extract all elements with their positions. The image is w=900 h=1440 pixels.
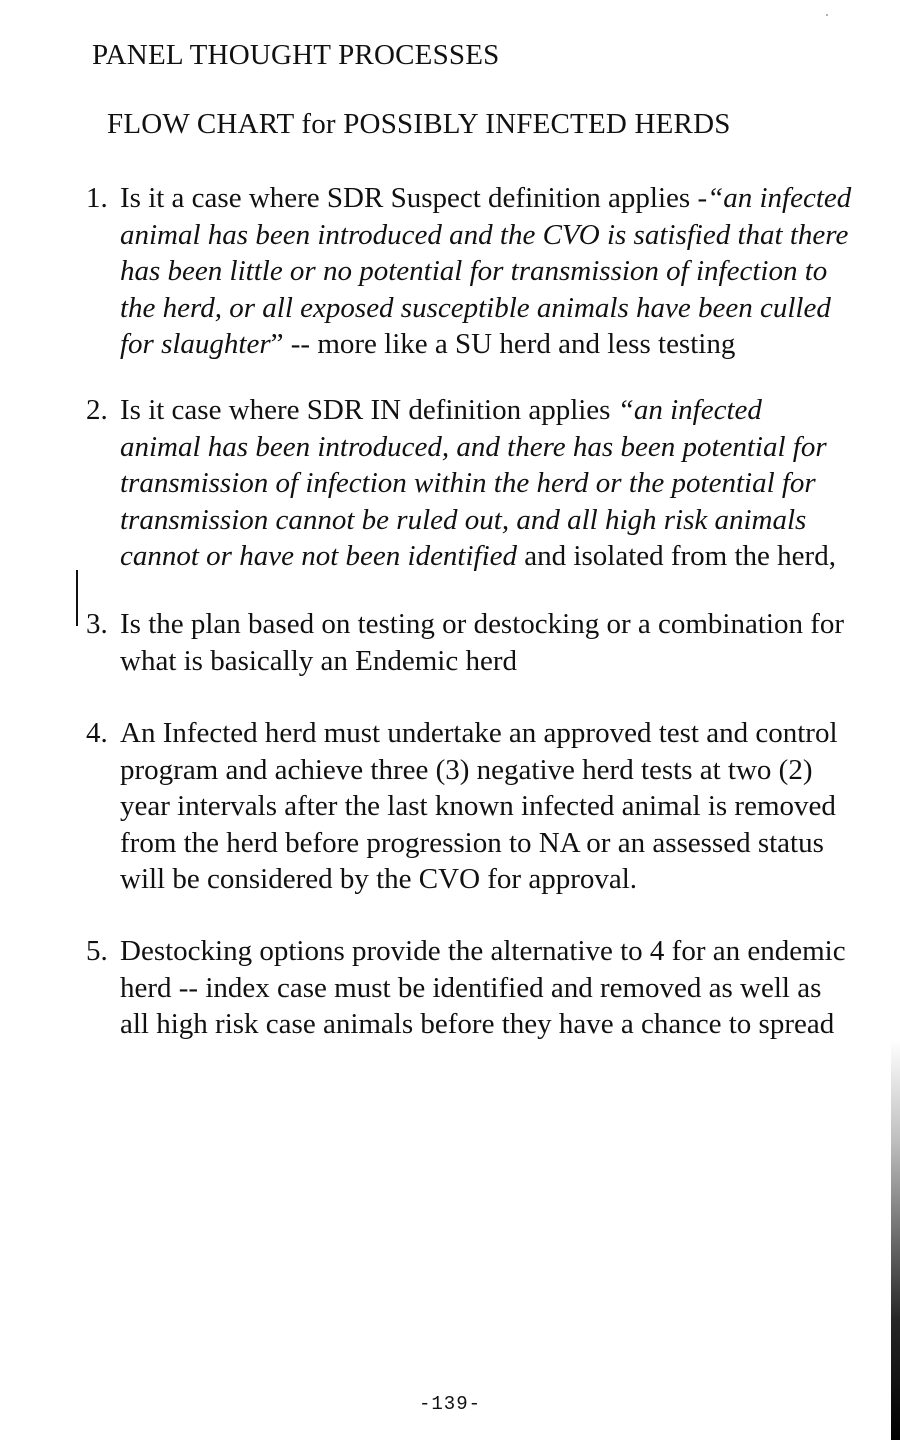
item-text: [120, 606, 886, 679]
text-line: [120, 861, 886, 898]
text-line: [120, 1006, 886, 1043]
text-line: [120, 933, 886, 970]
scan-speck: [826, 14, 828, 16]
body-text: program and achieve three (3) negative herd tests at two (2): [120, 753, 813, 786]
body-text: all high risk case animals before they have a chance to spread: [120, 1008, 835, 1040]
item-number: 2.: [86, 394, 108, 426]
text-line: [120, 290, 886, 327]
italic-quote-text: animal has been introduced, and there has been potential for: [120, 430, 827, 463]
text-line: [120, 643, 886, 680]
flow-chart-title: FLOW CHART for POSSIBLY INFECTED HERDS: [107, 108, 731, 140]
body-text: Destocking options provide the alternative to 4 for an endemic: [120, 935, 846, 967]
item-number: 5.: [86, 935, 108, 967]
text-line: [120, 502, 886, 539]
text-line: [120, 606, 886, 643]
body-text: Is the plan based on testing or destocking or a combination for: [120, 608, 845, 640]
italic-quote-text: animal has been introduced and the CVO is satisfied that there: [120, 218, 849, 251]
text-line: [120, 825, 886, 862]
italic-quote-text: the herd, or all exposed susceptible animals have been culled: [120, 291, 831, 324]
text-line: [120, 970, 886, 1007]
item-number: 3.: [86, 608, 108, 640]
text-line: [120, 392, 886, 429]
body-text: Is it case where SDR IN definition applies: [120, 394, 618, 426]
body-text: from the herd before progression to NA or an assessed status: [120, 826, 824, 859]
italic-quote-text: has been little or no potential for transmission of infection to: [120, 255, 828, 287]
page-number: -139-: [418, 1393, 481, 1415]
text-line: [120, 253, 886, 290]
list-item-3: [86, 606, 886, 679]
text-line: [120, 538, 886, 575]
text-line: [120, 752, 886, 789]
body-text: Is it a case where SDR Suspect definition applies -: [120, 182, 708, 214]
item-text: [120, 180, 886, 363]
body-text: An Infected herd must undertake an approved test and control: [120, 717, 838, 749]
text-line: [120, 715, 886, 752]
body-text: year intervals after the last known infected animal is removed: [120, 790, 836, 822]
item-number: 1.: [86, 182, 108, 214]
text-line: [120, 217, 886, 254]
item-number: 4.: [86, 717, 108, 749]
text-line: [120, 465, 886, 502]
italic-quote-text: transmission of infection within the herd or the potential for: [120, 467, 816, 499]
italic-quote-text: for slaughter: [120, 328, 271, 360]
item-text: [120, 715, 886, 898]
italic-quote-text: “an infected: [617, 394, 762, 426]
body-text: herd -- index case must be identified and removed as well as: [120, 971, 822, 1004]
list-item-2: [86, 392, 886, 575]
margin-change-bar: [76, 570, 78, 626]
text-line: [120, 180, 886, 217]
text-line: [120, 429, 886, 466]
body-text: ” -- more like a SU herd and less testing: [270, 328, 736, 360]
section-heading: PANEL THOUGHT PROCESSES: [92, 39, 500, 71]
list-item-4: [86, 715, 886, 898]
italic-quote-text: transmission cannot be ruled out, and all high risk animals: [120, 503, 807, 536]
text-line: [120, 326, 886, 363]
italic-quote-text: cannot or have not been identified: [120, 540, 518, 572]
body-text: and isolated from the herd,: [517, 540, 836, 572]
body-text: what is basically an Endemic herd: [120, 644, 518, 677]
body-text: will be considered by the CVO for approval.: [120, 863, 638, 895]
item-text: [120, 392, 886, 575]
list-item-5: [86, 933, 886, 1043]
scan-edge-shadow: [891, 1040, 900, 1440]
list-item-1: [86, 180, 886, 363]
text-line: [120, 788, 886, 825]
italic-quote-text: “an infected: [707, 182, 852, 214]
item-text: [120, 933, 886, 1043]
